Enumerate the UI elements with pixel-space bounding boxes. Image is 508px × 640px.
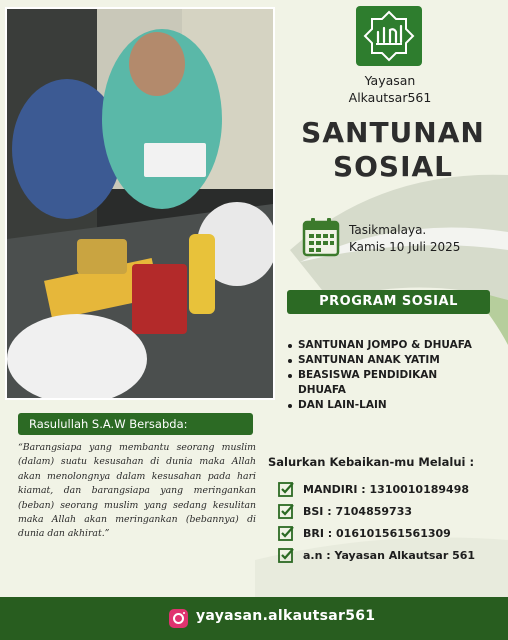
- list-item: [278, 480, 475, 502]
- bullet-icon: [288, 344, 292, 348]
- beneficiary-photo: [5, 7, 275, 400]
- list-item: [278, 546, 475, 568]
- hadith-header: Rasulullah S.A.W Bersabda:: [18, 413, 253, 435]
- bullet-icon: [288, 359, 292, 363]
- list-item: [288, 338, 503, 353]
- organization-line1: Yayasan: [364, 73, 416, 88]
- program-item-label: SANTUNAN JOMPO & DHUAFA: [298, 339, 472, 351]
- list-item: [288, 398, 503, 413]
- program-item-label: DAN LAIN-LAIN: [298, 399, 387, 411]
- bullet-icon: [288, 404, 292, 408]
- program-item-label: BEASISWA PENDIDIKAN DHUAFA: [298, 369, 438, 396]
- title-line1: SANTUNAN: [301, 116, 485, 149]
- arabic-calligraphy-logo-icon: [356, 6, 422, 66]
- list-item: [278, 502, 475, 524]
- bullet-icon: [288, 374, 292, 378]
- list-item: [288, 353, 503, 368]
- instagram-handle-link[interactable]: yayasan.alkautsar561: [196, 608, 376, 624]
- checkbox-icon: [278, 525, 294, 541]
- account-label: BRI : 016101561561309: [303, 527, 451, 540]
- donation-title: Salurkan Kebaikan-mu Melalui :: [268, 455, 475, 469]
- calendar-icon: [302, 217, 340, 257]
- program-item-label: SANTUNAN ANAK YATIM: [298, 354, 440, 366]
- organization-logo: [356, 6, 422, 66]
- donation-accounts: [278, 480, 475, 568]
- event-location: Tasikmalaya.: [349, 223, 427, 237]
- program-list: [288, 338, 503, 413]
- instagram-icon[interactable]: [169, 609, 188, 628]
- event-date: Kamis 10 Juli 2025: [349, 240, 461, 254]
- checkbox-icon: [278, 481, 294, 497]
- list-item: [288, 368, 473, 398]
- organization-line2: Alkautsar561: [348, 90, 432, 105]
- checkbox-icon: [278, 547, 294, 563]
- account-label: MANDIRI : 1310010189498: [303, 483, 470, 496]
- title-line2: SOSIAL: [332, 150, 454, 183]
- hadith-quote: “Barangsiapa yang membantu seorang muslim (dalam) suatu kesusahan di dunia maka Allah akan menolongnya dalam kesusahan pada hari kiamat, dan barangsiapa yang meringankan (beban) seorang muslim yang sedang kesulitan maka Allah akan meringankan (bebannya) di dunia dan akhirat.”: [18, 442, 256, 540]
- account-label: a.n : Yayasan Alkautsar 561: [303, 549, 476, 562]
- program-header: PROGRAM SOSIAL: [287, 290, 490, 314]
- account-label: BSI : 7104859733: [303, 505, 412, 518]
- checkbox-icon: [278, 503, 294, 519]
- organization-name: [300, 72, 480, 106]
- list-item: [278, 524, 475, 546]
- event-info: [349, 222, 460, 256]
